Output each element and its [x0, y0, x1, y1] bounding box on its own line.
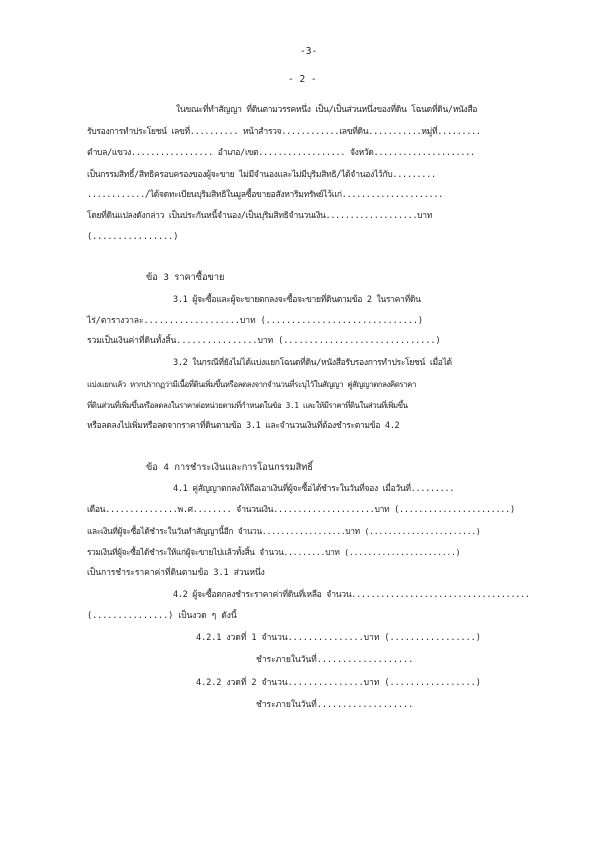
clause-3-2-line-1: 3.2 ในกรณีที่ยังไม่ได้แบ่งแยกโฉนดที่ดิน/หนังสือรับรองการทำประโยชน์ เมื่อได้ — [173, 358, 452, 368]
clause-4-1-line-4: รวมเงินที่ผู้จะซื้อได้ชำระให้แก่ผู้จะขายไปแล้วทั้งสิ้น จำนวน.........บาท (.......................) — [87, 547, 461, 557]
clause-3-1-line-3: รวมเป็นเงินค่าที่ดินทั้งสิ้น................บาท (..............................) — [87, 336, 441, 346]
intro-line-7: (................) — [87, 232, 179, 242]
clause-3-2-line-3: ที่ดินส่วนที่เพิ่มขึ้นหรือลดลงในราคาต่อหน่วยตามที่กำหนดในข้อ 3.1 และให้มีราคาที่ดินในส่วนที่เพิ่มขึ้น — [87, 401, 408, 410]
intro-line-3: ตำบล/แขวง................. อำเภอ/เขต.................. จังหวัด..................... — [87, 148, 475, 158]
intro-line-6: โดยที่ดินแปลงดังกล่าว เป็นประกันหนี้จำนอง/เป็นบุริมสิทธิจำนวนเงิน...................บาท — [87, 211, 433, 221]
clause-4-2-line-1: 4.2 ผู้จะซื้อตกลงชำระราคาค่าที่ดินที่เหลือ จำนวน..................................... — [173, 590, 530, 600]
clause-4-1-line-3: และเงินที่ผู้จะซื้อได้ชำระในวันทำสัญญานี้อีก จำนวน..................บาท (.......................) — [87, 526, 481, 536]
installment-1-amount: 4.2.1 งวดที่ 1 จำนวน...............บาท (.................) — [196, 633, 481, 643]
outer-page-number: -3- — [300, 46, 318, 57]
clause-3-2-line-4: หรือลดลงไปเพิ่มหรือลดจากราคาที่ดินตามข้อ 3.1 และจำนวนเงินที่ต้องชำระตามข้อ 4.2 — [87, 421, 400, 431]
clause-4-1-line-5: เป็นการชำระราคาค่าที่ดินตามข้อ 3.1 ส่วนหนึ่ง — [87, 568, 265, 578]
inner-page-number: - 2 - — [288, 74, 317, 85]
installment-1-due: ชำระภายในวันที่................... — [256, 655, 414, 665]
clause-4-1-line-2: เดือน...............พ.ศ........ จำนวนเงิน.....................บาท (.......................) — [87, 505, 515, 515]
intro-line-5: ............/ได้จดทะเบียนบุริมสิทธิในมูลซื้อขายอสังหาริมทรัพย์ไว้แก่..................... — [87, 190, 443, 200]
intro-line-4: เป็นกรรมสิทธิ์/สิทธิครอบครองของผู้จะขาย ไม่มีจำนองและไม่มีบุริมสิทธิ/ได้จำนองไว้กับ......... — [87, 170, 436, 180]
section-4-heading: ข้อ 4 การชำระเงินและการโอนกรรมสิทธิ์ — [146, 462, 313, 473]
intro-line-2: รับรองการทำประโยชน์ เลขที่.......... หน้าสำรวจ............เลขที่ดิน...........หมู่ที่......... — [87, 127, 481, 137]
intro-line-1: ในขณะที่ทำสัญญา ที่ดินตามวรรคหนึ่ง เป็น/เป็นส่วนหนึ่งของที่ดิน โฉนดที่ดิน/หนังสือ — [176, 105, 478, 115]
clause-4-1-line-1: 4.1 คู่สัญญาตกลงให้ถือเอาเงินที่ผู้จะซื้อได้ชำระในวันที่จอง เมื่อวันที่......... — [173, 484, 455, 494]
installment-2-amount: 4.2.2 งวดที่ 2 จำนวน...............บาท (.................) — [196, 678, 481, 688]
clause-3-2-line-2: แบ่งแยกแล้ว หากปรากฏว่ามีเนื้อที่ดินเพิ่มขึ้นหรือลดลงจากจำนวนที่ระบุไว้ในสัญญา คู่สัญญาตกลงคิดราคา — [87, 380, 416, 389]
section-3-heading: ข้อ 3 ราคาซื้อขาย — [146, 272, 225, 283]
installment-2-due: ชำระภายในวันที่................... — [256, 700, 414, 710]
clause-4-2-line-2: (...............) เป็นงวด ๆ ดังนี้ — [87, 611, 237, 621]
clause-3-1-line-1: 3.1 ผู้จะซื้อและผู้จะขายตกลงจะซื้อจะขายที่ดินตามข้อ 2 ในราคาที่ดิน — [173, 295, 421, 305]
clause-3-1-line-2: ไร่/ตารางวาละ...................บาท (..............................) — [87, 316, 423, 326]
